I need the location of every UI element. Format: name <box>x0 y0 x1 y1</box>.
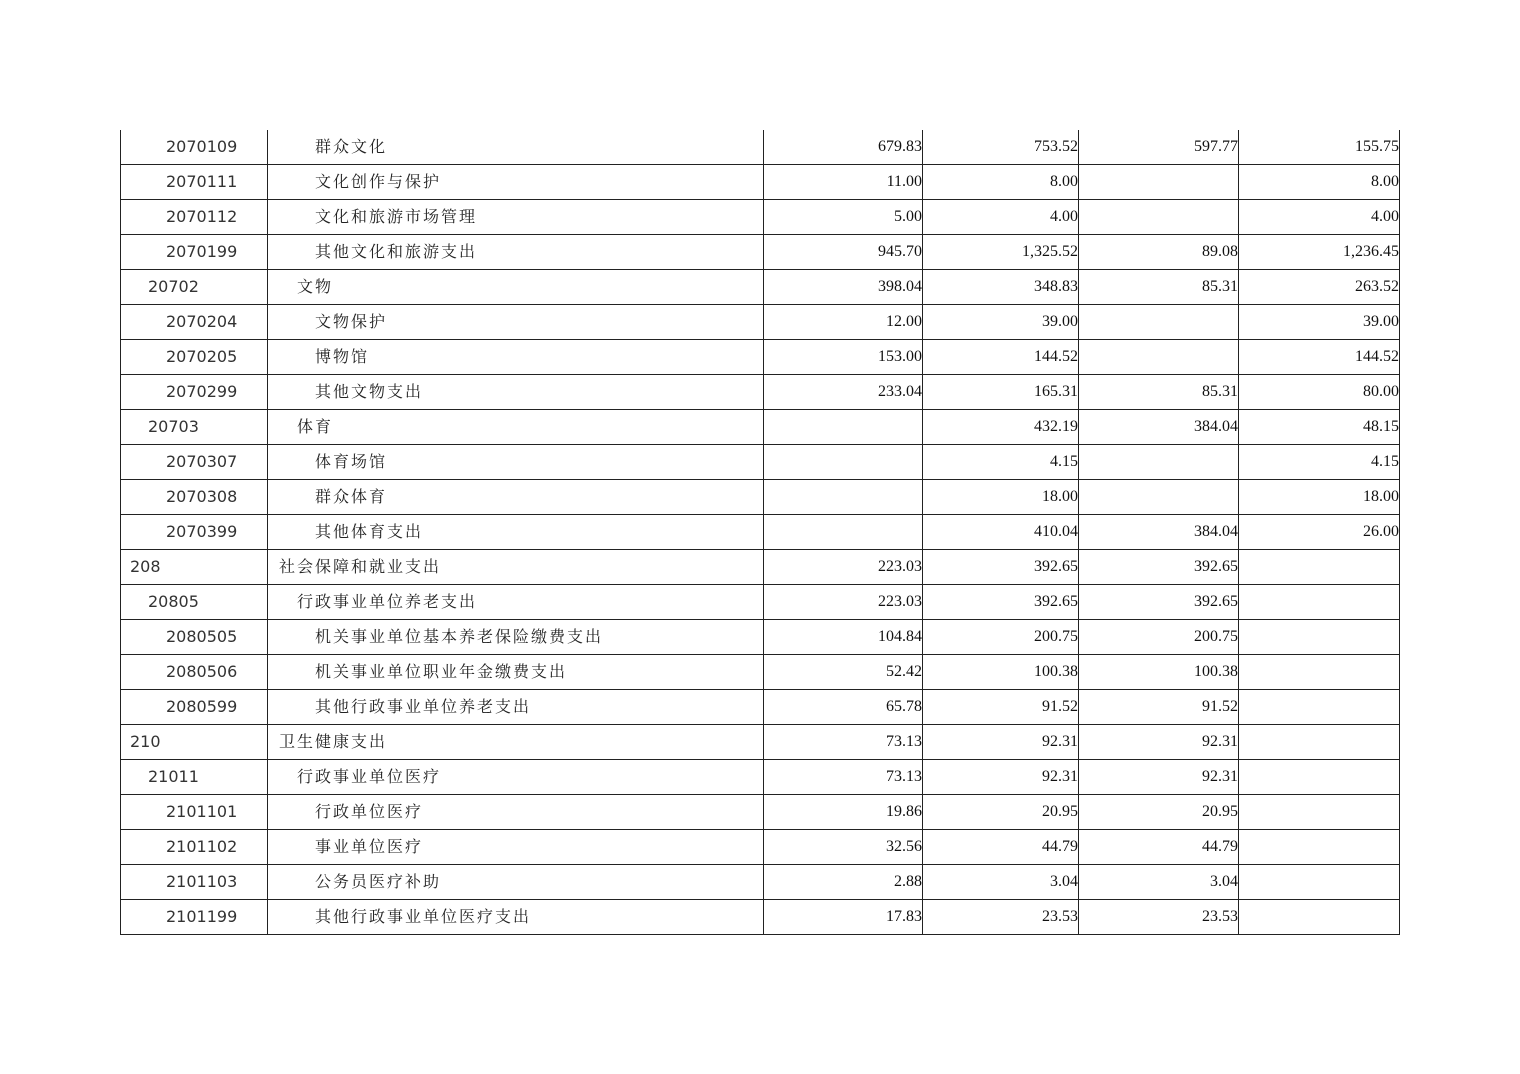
subject-code-cell: 2070205 <box>121 340 268 375</box>
subject-code-cell: 2070308 <box>121 480 268 515</box>
amount-cell-3: 23.53 <box>1079 900 1239 935</box>
subject-name-cell: 体育场馆 <box>268 445 764 480</box>
amount-cell-4: 39.00 <box>1239 305 1400 340</box>
table-row <box>121 620 1400 655</box>
amount-cell-4 <box>1239 690 1400 725</box>
amount-cell-1: 19.86 <box>764 795 923 830</box>
amount-cell-4 <box>1239 620 1400 655</box>
amount-cell-1: 65.78 <box>764 690 923 725</box>
amount-cell-3: 384.04 <box>1079 515 1239 550</box>
amount-cell-3 <box>1079 480 1239 515</box>
amount-cell-4: 144.52 <box>1239 340 1400 375</box>
amount-cell-2: 1,325.52 <box>923 235 1079 270</box>
table-row <box>121 305 1400 340</box>
subject-code-cell: 2101103 <box>121 865 268 900</box>
subject-name-cell: 行政事业单位养老支出 <box>268 585 764 620</box>
table-row <box>121 830 1400 865</box>
amount-cell-3: 392.65 <box>1079 550 1239 585</box>
amount-cell-4 <box>1239 550 1400 585</box>
amount-cell-3: 92.31 <box>1079 725 1239 760</box>
amount-cell-2: 200.75 <box>923 620 1079 655</box>
amount-cell-3: 89.08 <box>1079 235 1239 270</box>
amount-cell-3: 3.04 <box>1079 865 1239 900</box>
subject-name-cell: 其他行政事业单位养老支出 <box>268 690 764 725</box>
subject-name-cell: 事业单位医疗 <box>268 830 764 865</box>
table-row <box>121 865 1400 900</box>
amount-cell-1: 12.00 <box>764 305 923 340</box>
amount-cell-4: 4.00 <box>1239 200 1400 235</box>
amount-cell-2: 100.38 <box>923 655 1079 690</box>
subject-code-cell: 2101101 <box>121 795 268 830</box>
table-row <box>121 340 1400 375</box>
subject-name-cell: 其他行政事业单位医疗支出 <box>268 900 764 935</box>
amount-cell-3: 91.52 <box>1079 690 1239 725</box>
amount-cell-2: 92.31 <box>923 760 1079 795</box>
table-row <box>121 655 1400 690</box>
amount-cell-1: 945.70 <box>764 235 923 270</box>
amount-cell-1: 679.83 <box>764 130 923 165</box>
amount-cell-1 <box>764 410 923 445</box>
subject-name-cell: 社会保障和就业支出 <box>268 550 764 585</box>
subject-name-cell: 体育 <box>268 410 764 445</box>
subject-code-cell: 2070111 <box>121 165 268 200</box>
subject-code-cell: 2101102 <box>121 830 268 865</box>
subject-name-cell: 文物 <box>268 270 764 305</box>
amount-cell-4: 155.75 <box>1239 130 1400 165</box>
amount-cell-1: 233.04 <box>764 375 923 410</box>
amount-cell-3: 92.31 <box>1079 760 1239 795</box>
amount-cell-1: 223.03 <box>764 585 923 620</box>
amount-cell-1: 32.56 <box>764 830 923 865</box>
subject-name-cell: 博物馆 <box>268 340 764 375</box>
subject-code-cell: 2070204 <box>121 305 268 340</box>
subject-name-cell: 文物保护 <box>268 305 764 340</box>
amount-cell-2: 4.00 <box>923 200 1079 235</box>
amount-cell-4: 1,236.45 <box>1239 235 1400 270</box>
subject-code-cell: 2070199 <box>121 235 268 270</box>
table-row <box>121 200 1400 235</box>
table-row <box>121 900 1400 935</box>
table-row <box>121 760 1400 795</box>
amount-cell-1: 104.84 <box>764 620 923 655</box>
amount-cell-3: 597.77 <box>1079 130 1239 165</box>
subject-code-cell: 210 <box>121 725 268 760</box>
amount-cell-1 <box>764 480 923 515</box>
amount-cell-1: 52.42 <box>764 655 923 690</box>
subject-name-cell: 机关事业单位基本养老保险缴费支出 <box>268 620 764 655</box>
amount-cell-4: 263.52 <box>1239 270 1400 305</box>
amount-cell-4: 8.00 <box>1239 165 1400 200</box>
subject-name-cell: 其他体育支出 <box>268 515 764 550</box>
amount-cell-2: 23.53 <box>923 900 1079 935</box>
subject-name-cell: 行政事业单位医疗 <box>268 760 764 795</box>
subject-code-cell: 20805 <box>121 585 268 620</box>
amount-cell-2: 20.95 <box>923 795 1079 830</box>
table-row <box>121 130 1400 165</box>
amount-cell-2: 410.04 <box>923 515 1079 550</box>
subject-code-cell: 2101199 <box>121 900 268 935</box>
subject-code-cell: 2070307 <box>121 445 268 480</box>
subject-name-cell: 机关事业单位职业年金缴费支出 <box>268 655 764 690</box>
amount-cell-3: 100.38 <box>1079 655 1239 690</box>
subject-name-cell: 其他文化和旅游支出 <box>268 235 764 270</box>
subject-code-cell: 20702 <box>121 270 268 305</box>
table-row <box>121 375 1400 410</box>
amount-cell-4 <box>1239 795 1400 830</box>
amount-cell-4 <box>1239 655 1400 690</box>
amount-cell-2: 44.79 <box>923 830 1079 865</box>
table-row <box>121 480 1400 515</box>
amount-cell-2: 432.19 <box>923 410 1079 445</box>
budget-table <box>120 130 1400 935</box>
amount-cell-2: 91.52 <box>923 690 1079 725</box>
amount-cell-3 <box>1079 200 1239 235</box>
table-row <box>121 550 1400 585</box>
amount-cell-4: 26.00 <box>1239 515 1400 550</box>
subject-code-cell: 2080506 <box>121 655 268 690</box>
table-row <box>121 165 1400 200</box>
amount-cell-2: 3.04 <box>923 865 1079 900</box>
amount-cell-2: 392.65 <box>923 585 1079 620</box>
amount-cell-1: 223.03 <box>764 550 923 585</box>
subject-code-cell: 2070109 <box>121 130 268 165</box>
amount-cell-1 <box>764 445 923 480</box>
amount-cell-2: 165.31 <box>923 375 1079 410</box>
amount-cell-3 <box>1079 165 1239 200</box>
amount-cell-4 <box>1239 760 1400 795</box>
amount-cell-2: 392.65 <box>923 550 1079 585</box>
amount-cell-4 <box>1239 830 1400 865</box>
table-row <box>121 585 1400 620</box>
amount-cell-2: 92.31 <box>923 725 1079 760</box>
amount-cell-1 <box>764 515 923 550</box>
table-row <box>121 795 1400 830</box>
subject-name-cell: 文化和旅游市场管理 <box>268 200 764 235</box>
amount-cell-3: 44.79 <box>1079 830 1239 865</box>
amount-cell-1: 17.83 <box>764 900 923 935</box>
budget-table-body <box>121 130 1400 935</box>
subject-name-cell: 行政单位医疗 <box>268 795 764 830</box>
subject-code-cell: 2070299 <box>121 375 268 410</box>
subject-name-cell: 其他文物支出 <box>268 375 764 410</box>
amount-cell-1: 5.00 <box>764 200 923 235</box>
table-row <box>121 270 1400 305</box>
amount-cell-2: 348.83 <box>923 270 1079 305</box>
amount-cell-1: 398.04 <box>764 270 923 305</box>
amount-cell-1: 73.13 <box>764 760 923 795</box>
amount-cell-3: 392.65 <box>1079 585 1239 620</box>
amount-cell-4 <box>1239 865 1400 900</box>
table-row <box>121 690 1400 725</box>
subject-code-cell: 208 <box>121 550 268 585</box>
subject-code-cell: 2070112 <box>121 200 268 235</box>
table-row <box>121 235 1400 270</box>
amount-cell-1: 2.88 <box>764 865 923 900</box>
amount-cell-2: 8.00 <box>923 165 1079 200</box>
amount-cell-3: 200.75 <box>1079 620 1239 655</box>
amount-cell-4 <box>1239 585 1400 620</box>
amount-cell-1: 11.00 <box>764 165 923 200</box>
amount-cell-3: 384.04 <box>1079 410 1239 445</box>
amount-cell-1: 153.00 <box>764 340 923 375</box>
amount-cell-3 <box>1079 305 1239 340</box>
amount-cell-4 <box>1239 900 1400 935</box>
subject-code-cell: 2080599 <box>121 690 268 725</box>
subject-code-cell: 21011 <box>121 760 268 795</box>
subject-name-cell: 文化创作与保护 <box>268 165 764 200</box>
table-row <box>121 725 1400 760</box>
subject-code-cell: 2080505 <box>121 620 268 655</box>
amount-cell-3: 85.31 <box>1079 270 1239 305</box>
table-row <box>121 410 1400 445</box>
amount-cell-4: 80.00 <box>1239 375 1400 410</box>
amount-cell-2: 4.15 <box>923 445 1079 480</box>
subject-name-cell: 公务员医疗补助 <box>268 865 764 900</box>
table-row <box>121 445 1400 480</box>
amount-cell-3 <box>1079 445 1239 480</box>
amount-cell-4: 18.00 <box>1239 480 1400 515</box>
amount-cell-1: 73.13 <box>764 725 923 760</box>
subject-code-cell: 2070399 <box>121 515 268 550</box>
amount-cell-2: 39.00 <box>923 305 1079 340</box>
subject-name-cell: 群众体育 <box>268 480 764 515</box>
amount-cell-2: 18.00 <box>923 480 1079 515</box>
amount-cell-3: 85.31 <box>1079 375 1239 410</box>
amount-cell-2: 144.52 <box>923 340 1079 375</box>
amount-cell-4: 4.15 <box>1239 445 1400 480</box>
subject-code-cell: 20703 <box>121 410 268 445</box>
amount-cell-4 <box>1239 725 1400 760</box>
subject-name-cell: 群众文化 <box>268 130 764 165</box>
amount-cell-2: 753.52 <box>923 130 1079 165</box>
amount-cell-3: 20.95 <box>1079 795 1239 830</box>
amount-cell-3 <box>1079 340 1239 375</box>
subject-name-cell: 卫生健康支出 <box>268 725 764 760</box>
amount-cell-4: 48.15 <box>1239 410 1400 445</box>
table-row <box>121 515 1400 550</box>
